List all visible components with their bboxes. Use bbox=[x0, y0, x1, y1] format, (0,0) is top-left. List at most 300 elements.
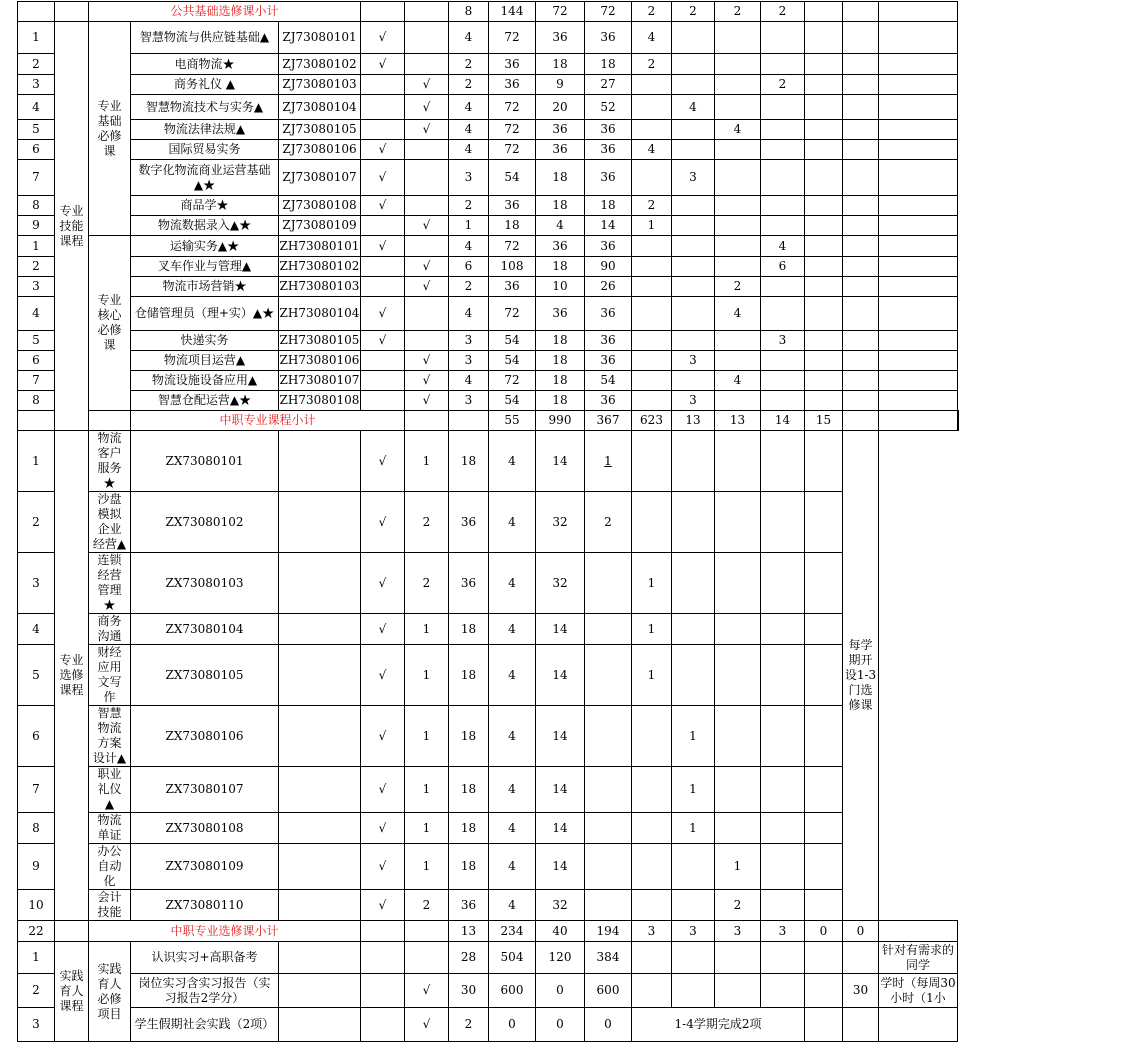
total-hours: 600 bbox=[489, 974, 536, 1008]
total-hours: 36 bbox=[489, 75, 536, 95]
semester-6 bbox=[805, 844, 843, 890]
course-name: 岗位实习含实习报告（实习报告2学分） bbox=[131, 974, 279, 1008]
assess-mark: √ bbox=[361, 553, 405, 614]
semester-6 bbox=[843, 257, 879, 277]
row-number: 9 bbox=[18, 844, 55, 890]
subtotal-value: 2 bbox=[761, 2, 805, 22]
subtotal-label: 中职专业课程小计 bbox=[131, 411, 405, 431]
semester-3: 1 bbox=[672, 767, 715, 813]
semester-4 bbox=[715, 492, 761, 553]
total-hours: 72 bbox=[489, 297, 536, 331]
semester-3 bbox=[715, 160, 761, 196]
exam-mark: √ bbox=[361, 297, 405, 331]
total-hours: 72 bbox=[489, 140, 536, 160]
course-code: ZH73080107 bbox=[279, 371, 361, 391]
semester-3 bbox=[715, 236, 761, 257]
practice-hours: 14 bbox=[536, 645, 585, 706]
assess-mark: √ bbox=[405, 1008, 449, 1042]
table-row bbox=[18, 974, 959, 1008]
course-code: ZH73080101 bbox=[279, 236, 361, 257]
total-hours: 18 bbox=[449, 706, 489, 767]
semester-1 bbox=[632, 974, 672, 1008]
assess-mark: √ bbox=[405, 95, 449, 120]
theory-hours: 18 bbox=[536, 331, 585, 351]
semester-4 bbox=[761, 297, 805, 331]
empty-cell bbox=[405, 2, 449, 22]
semester-3: 1 bbox=[672, 706, 715, 767]
total-hours: 18 bbox=[449, 844, 489, 890]
theory-hours: 4 bbox=[489, 706, 536, 767]
course-name: 物流客户服务★ bbox=[89, 431, 131, 492]
semester-1 bbox=[585, 614, 632, 645]
practice-hours: 36 bbox=[585, 120, 632, 140]
empty-cell bbox=[879, 921, 958, 942]
assess-mark: √ bbox=[361, 813, 405, 844]
practice-hours: 384 bbox=[585, 942, 632, 974]
practice-hours: 36 bbox=[585, 22, 632, 54]
credits: 4 bbox=[449, 95, 489, 120]
semester-2 bbox=[672, 236, 715, 257]
semester-4 bbox=[761, 160, 805, 196]
empty-cell bbox=[449, 411, 489, 431]
semester-5 bbox=[805, 22, 843, 54]
row-number: 10 bbox=[18, 890, 55, 921]
theory-hours: 18 bbox=[536, 160, 585, 196]
practice-hours: 600 bbox=[585, 974, 632, 1008]
semester-1 bbox=[632, 236, 672, 257]
section-core-required: 专业核心必修课 bbox=[89, 236, 131, 411]
semester-6 bbox=[843, 140, 879, 160]
subtotal-value: 990 bbox=[536, 411, 585, 431]
subtotal-value: 2 bbox=[715, 2, 761, 22]
credits: 1 bbox=[405, 844, 449, 890]
row-number: 8 bbox=[18, 391, 55, 411]
semester-5 bbox=[805, 54, 843, 75]
exam-mark bbox=[279, 614, 361, 645]
semester-4 bbox=[715, 614, 761, 645]
semester-2 bbox=[632, 431, 672, 492]
exam-mark bbox=[361, 216, 405, 236]
credits: 1 bbox=[405, 614, 449, 645]
theory-hours: 4 bbox=[489, 890, 536, 921]
course-code: ZX73080103 bbox=[131, 553, 279, 614]
group-prof-skill-courses: 专业技能课程 bbox=[55, 22, 89, 431]
row-number: 8 bbox=[18, 813, 55, 844]
total-hours: 72 bbox=[489, 236, 536, 257]
practice-hours: 14 bbox=[536, 844, 585, 890]
course-name: 数字化物流商业运营基础▲★ bbox=[131, 160, 279, 196]
table-row bbox=[18, 22, 959, 54]
semester-4 bbox=[715, 553, 761, 614]
row-number bbox=[18, 411, 55, 431]
total-hours: 36 bbox=[489, 196, 536, 216]
course-name: 会计技能 bbox=[89, 890, 131, 921]
semester-1 bbox=[632, 371, 672, 391]
practice-hours: 36 bbox=[585, 140, 632, 160]
note-cell bbox=[879, 257, 958, 277]
semester-2 bbox=[632, 706, 672, 767]
spacer-cell bbox=[89, 411, 131, 431]
subtotal-value: 3 bbox=[632, 921, 672, 942]
semester-2 bbox=[632, 492, 672, 553]
empty-cell bbox=[361, 2, 405, 22]
semester-6 bbox=[843, 22, 879, 54]
course-code bbox=[279, 942, 361, 974]
semester-4: 1 bbox=[715, 844, 761, 890]
course-code bbox=[279, 1008, 361, 1042]
semester-2 bbox=[672, 22, 715, 54]
course-code: ZH73080103 bbox=[279, 277, 361, 297]
semester-6 bbox=[805, 706, 843, 767]
credits: 4 bbox=[449, 371, 489, 391]
semester-2 bbox=[672, 216, 715, 236]
semester-1: 1 bbox=[585, 431, 632, 492]
table-row bbox=[18, 140, 959, 160]
group-practice-courses: 实践育人课程 bbox=[55, 942, 89, 1042]
table-row bbox=[18, 614, 959, 645]
assess-mark bbox=[405, 942, 449, 974]
exam-mark: √ bbox=[361, 196, 405, 216]
course-name: 物流数据录入▲★ bbox=[131, 216, 279, 236]
course-name: 智慧物流方案设计▲ bbox=[89, 706, 131, 767]
subtotal-value: 194 bbox=[585, 921, 632, 942]
practice-hours: 32 bbox=[536, 492, 585, 553]
theory-hours: 36 bbox=[536, 236, 585, 257]
table-row bbox=[18, 257, 959, 277]
subtotal-value: 234 bbox=[489, 921, 536, 942]
exam-mark: √ bbox=[361, 54, 405, 75]
row-number: 6 bbox=[18, 706, 55, 767]
note-cell bbox=[879, 236, 958, 257]
row-number bbox=[18, 2, 55, 22]
row-number: 8 bbox=[18, 196, 55, 216]
semester-5 bbox=[761, 890, 805, 921]
table-row bbox=[18, 706, 959, 767]
semester-6 bbox=[843, 1008, 879, 1042]
semester-6 bbox=[843, 236, 879, 257]
course-name: 叉车作业与管理▲ bbox=[131, 257, 279, 277]
table-row bbox=[18, 645, 959, 706]
practice-hours: 18 bbox=[585, 196, 632, 216]
total-hours: 54 bbox=[489, 351, 536, 371]
semester-6 bbox=[843, 371, 879, 391]
row-number: 1 bbox=[18, 431, 55, 492]
course-name: 仓储管理员（理+实）▲★ bbox=[131, 297, 279, 331]
theory-hours: 18 bbox=[536, 371, 585, 391]
assess-mark bbox=[405, 160, 449, 196]
semester-4: 4 bbox=[761, 236, 805, 257]
assess-mark: √ bbox=[405, 257, 449, 277]
semester-1 bbox=[632, 75, 672, 95]
credits: 1 bbox=[405, 431, 449, 492]
exam-mark: √ bbox=[361, 331, 405, 351]
row-number: 3 bbox=[18, 277, 55, 297]
course-code: ZX73080108 bbox=[131, 813, 279, 844]
table-row bbox=[18, 890, 959, 921]
practice-note: 针对有需求的同学 bbox=[879, 942, 958, 974]
course-code: ZX73080110 bbox=[131, 890, 279, 921]
semester-3 bbox=[715, 54, 761, 75]
table-row bbox=[18, 95, 959, 120]
exam-mark bbox=[361, 351, 405, 371]
subtotal-value: 72 bbox=[536, 2, 585, 22]
practice-hours: 32 bbox=[536, 890, 585, 921]
subtotal-value: 0 bbox=[843, 921, 879, 942]
row-number: 3 bbox=[18, 553, 55, 614]
exam-mark bbox=[279, 767, 361, 813]
subtotal-value bbox=[843, 411, 879, 431]
credits: 2 bbox=[449, 196, 489, 216]
course-code: ZJ73080103 bbox=[279, 75, 361, 95]
semester-4 bbox=[715, 813, 761, 844]
semester-6: 30 bbox=[843, 974, 879, 1008]
note-cell bbox=[879, 331, 958, 351]
row-number: 7 bbox=[18, 767, 55, 813]
course-name: 国际贸易实务 bbox=[131, 140, 279, 160]
exam-mark bbox=[279, 492, 361, 553]
semester-2: 4 bbox=[672, 95, 715, 120]
row-number: 5 bbox=[18, 120, 55, 140]
credits: 6 bbox=[449, 257, 489, 277]
subtotal-value bbox=[879, 411, 958, 431]
row-number: 4 bbox=[18, 95, 55, 120]
semester-3 bbox=[672, 890, 715, 921]
theory-hours: 4 bbox=[489, 614, 536, 645]
credits: 3 bbox=[449, 351, 489, 371]
total-hours: 18 bbox=[449, 813, 489, 844]
semester-1: 2 bbox=[632, 196, 672, 216]
practice-hours: 14 bbox=[536, 767, 585, 813]
practice-hours: 26 bbox=[585, 277, 632, 297]
total-hours: 18 bbox=[449, 431, 489, 492]
assess-mark: √ bbox=[405, 974, 449, 1008]
row-number: 5 bbox=[18, 645, 55, 706]
assess-mark: √ bbox=[405, 120, 449, 140]
semester-5 bbox=[805, 331, 843, 351]
theory-hours: 18 bbox=[536, 257, 585, 277]
assess-mark: √ bbox=[405, 75, 449, 95]
semester-5 bbox=[805, 277, 843, 297]
exam-mark: √ bbox=[361, 140, 405, 160]
table-row bbox=[18, 297, 959, 331]
semester-2: 3 bbox=[672, 351, 715, 371]
semester-3 bbox=[672, 431, 715, 492]
total-hours: 504 bbox=[489, 942, 536, 974]
subtotal-label: 公共基础选修课小计 bbox=[89, 2, 361, 22]
note-cell bbox=[879, 297, 958, 331]
semester-4 bbox=[761, 22, 805, 54]
semester-4 bbox=[761, 54, 805, 75]
practice-hours: 52 bbox=[585, 95, 632, 120]
exam-mark bbox=[279, 431, 361, 492]
practice-hours: 36 bbox=[585, 351, 632, 371]
semester-3 bbox=[715, 942, 761, 974]
theory-hours: 18 bbox=[536, 196, 585, 216]
semester-5 bbox=[805, 196, 843, 216]
semester-1 bbox=[632, 942, 672, 974]
subtotal-value: 0 bbox=[805, 921, 843, 942]
semester-6 bbox=[843, 277, 879, 297]
exam-mark bbox=[279, 813, 361, 844]
theory-hours: 36 bbox=[536, 140, 585, 160]
subtotal-value: 72 bbox=[585, 2, 632, 22]
course-name: 智慧物流与供应链基础▲ bbox=[131, 22, 279, 54]
semester-3: 4 bbox=[715, 120, 761, 140]
course-name: 电商物流★ bbox=[131, 54, 279, 75]
practice-hours: 27 bbox=[585, 75, 632, 95]
note-cell bbox=[879, 140, 958, 160]
exam-mark bbox=[279, 645, 361, 706]
semester-3: 4 bbox=[715, 371, 761, 391]
course-code: ZX73080107 bbox=[131, 767, 279, 813]
table-row bbox=[18, 331, 959, 351]
semester-5 bbox=[805, 140, 843, 160]
total-hours: 0 bbox=[489, 1008, 536, 1042]
theory-hours: 4 bbox=[489, 844, 536, 890]
semester-2 bbox=[672, 75, 715, 95]
semester-3 bbox=[715, 331, 761, 351]
practice-hours: 14 bbox=[585, 216, 632, 236]
semester-5 bbox=[761, 614, 805, 645]
course-code: ZJ73080104 bbox=[279, 95, 361, 120]
semester-4 bbox=[761, 216, 805, 236]
semester-3 bbox=[715, 196, 761, 216]
subtotal-value: 55 bbox=[489, 411, 536, 431]
row-number: 2 bbox=[18, 492, 55, 553]
semester-2 bbox=[672, 974, 715, 1008]
course-name: 物流项目运营▲ bbox=[131, 351, 279, 371]
theory-hours: 4 bbox=[489, 553, 536, 614]
semester-6 bbox=[805, 492, 843, 553]
note-cell bbox=[879, 120, 958, 140]
table-row bbox=[18, 1008, 959, 1042]
course-code: ZJ73080108 bbox=[279, 196, 361, 216]
row-number: 1 bbox=[18, 22, 55, 54]
total-hours: 72 bbox=[489, 22, 536, 54]
table-row bbox=[18, 120, 959, 140]
semester-4 bbox=[715, 706, 761, 767]
row-number: 3 bbox=[18, 1008, 55, 1042]
note-cell bbox=[879, 216, 958, 236]
semester-3: 1 bbox=[672, 813, 715, 844]
row-number: 2 bbox=[18, 54, 55, 75]
semester-2 bbox=[672, 331, 715, 351]
subtotal-value: 40 bbox=[536, 921, 585, 942]
semester-4 bbox=[715, 767, 761, 813]
semester-5 bbox=[761, 706, 805, 767]
credits: 1 bbox=[449, 216, 489, 236]
total-hours: 72 bbox=[489, 120, 536, 140]
semester-6 bbox=[843, 120, 879, 140]
exam-mark bbox=[279, 844, 361, 890]
semester-4 bbox=[761, 942, 805, 974]
note-cell bbox=[879, 160, 958, 196]
theory-hours: 4 bbox=[489, 767, 536, 813]
row-number: 4 bbox=[18, 297, 55, 331]
semester-5 bbox=[805, 351, 843, 371]
course-code: ZJ73080109 bbox=[279, 216, 361, 236]
subtotal-value: 14 bbox=[761, 411, 805, 431]
course-code: ZJ73080101 bbox=[279, 22, 361, 54]
semester-4 bbox=[715, 431, 761, 492]
practice-hours: 14 bbox=[536, 813, 585, 844]
empty-cell bbox=[405, 921, 449, 942]
course-name: 连锁经营管理★ bbox=[89, 553, 131, 614]
table-row bbox=[18, 351, 959, 371]
total-hours: 54 bbox=[489, 331, 536, 351]
semester-2 bbox=[672, 54, 715, 75]
note-cell bbox=[879, 371, 958, 391]
semester-6 bbox=[843, 216, 879, 236]
semester-6 bbox=[843, 297, 879, 331]
row-number: 4 bbox=[18, 614, 55, 645]
subtotal-value: 3 bbox=[715, 921, 761, 942]
semester-1 bbox=[585, 767, 632, 813]
assess-mark bbox=[405, 54, 449, 75]
semester-1: 4 bbox=[632, 140, 672, 160]
total-hours: 36 bbox=[489, 54, 536, 75]
course-name: 学生假期社会实践（2项） bbox=[131, 1008, 279, 1042]
section-practice-required: 实践育人必修项目 bbox=[89, 942, 131, 1042]
table-row bbox=[18, 767, 959, 813]
semester-6 bbox=[805, 431, 843, 492]
assess-mark: √ bbox=[361, 706, 405, 767]
spacer-cell bbox=[55, 2, 89, 22]
semester-3 bbox=[715, 216, 761, 236]
practice-hours: 36 bbox=[585, 160, 632, 196]
semester-6 bbox=[805, 890, 843, 921]
practice-hours: 90 bbox=[585, 257, 632, 277]
credits: 30 bbox=[449, 974, 489, 1008]
semester-5 bbox=[805, 216, 843, 236]
empty-cell bbox=[361, 921, 405, 942]
exam-mark bbox=[361, 257, 405, 277]
credits: 2 bbox=[449, 1008, 489, 1042]
theory-hours: 10 bbox=[536, 277, 585, 297]
theory-hours: 4 bbox=[489, 645, 536, 706]
semester-4: 3 bbox=[761, 331, 805, 351]
semester-3 bbox=[715, 351, 761, 371]
assess-mark: √ bbox=[361, 890, 405, 921]
theory-hours: 36 bbox=[536, 297, 585, 331]
course-name: 智慧物流技术与实务▲ bbox=[131, 95, 279, 120]
total-hours: 36 bbox=[449, 492, 489, 553]
theory-hours: 4 bbox=[489, 492, 536, 553]
section-elective: 专业选修课程 bbox=[55, 431, 89, 921]
semester-6 bbox=[843, 75, 879, 95]
note-cell bbox=[879, 351, 958, 371]
note-cell bbox=[879, 54, 958, 75]
table-row bbox=[18, 411, 959, 431]
table-row bbox=[18, 54, 959, 75]
course-code: ZX73080101 bbox=[131, 431, 279, 492]
semester-5 bbox=[805, 942, 843, 974]
credits: 1 bbox=[405, 706, 449, 767]
note-cell bbox=[879, 196, 958, 216]
assess-mark: √ bbox=[405, 216, 449, 236]
total-hours: 18 bbox=[449, 614, 489, 645]
semester-1: 2 bbox=[585, 492, 632, 553]
semester-6 bbox=[843, 942, 879, 974]
subtotal-value: 623 bbox=[632, 411, 672, 431]
row-number: 9 bbox=[18, 216, 55, 236]
semester-1 bbox=[585, 645, 632, 706]
credits: 2 bbox=[405, 890, 449, 921]
note-cell bbox=[879, 95, 958, 120]
exam-mark bbox=[361, 120, 405, 140]
semester-3: 4 bbox=[715, 297, 761, 331]
course-name: 财经应用文写作 bbox=[89, 645, 131, 706]
